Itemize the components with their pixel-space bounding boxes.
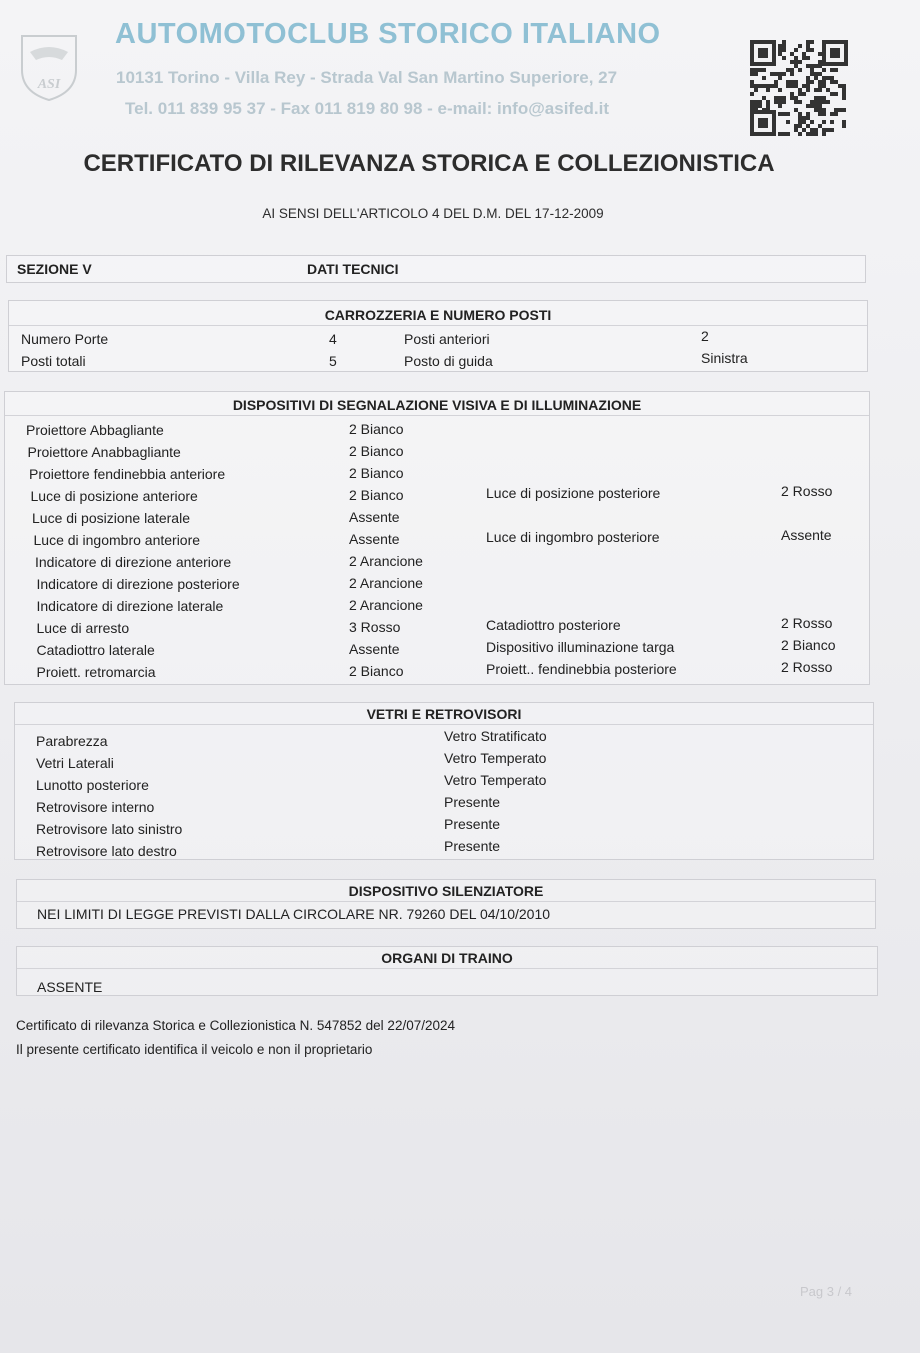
traino-text: ASSENTE (37, 979, 103, 995)
dispositivo-label: Proiettore Anabbagliante (27, 444, 181, 460)
dispositivo-value: 2 Bianco (781, 637, 836, 653)
carrozzeria-box (8, 300, 868, 372)
vetro-label: Retrovisore lato destro (36, 843, 177, 859)
vetri-heading: VETRI E RETROVISORI (366, 706, 522, 722)
dispositivo-label: Proiettore Abbagliante (26, 422, 164, 438)
dispositivo-label: Luce di posizione laterale (32, 510, 190, 526)
vetro-value: Vetro Temperato (444, 772, 547, 788)
vetro-value: Presente (444, 794, 501, 810)
dispositivo-label: Proiett. retromarcia (36, 664, 156, 680)
carrozzeria-label: Posti totali (21, 353, 86, 369)
page-number: Pag 3 / 4 (800, 1284, 853, 1299)
dispositivo-label: Luce di arresto (36, 620, 130, 636)
dispositivo-label: Luce di posizione posteriore (486, 485, 661, 501)
asi-logo (18, 30, 80, 102)
certificate-note: Il presente certificato identifica il veicolo e non il proprietario (16, 1042, 373, 1057)
dispositivi-heading: DISPOSITIVI DI SEGNALAZIONE VISIVA E DI ILLUMINAZIONE (232, 397, 642, 413)
carrozzeria-value: 4 (329, 331, 337, 347)
dispositivo-label: Dispositivo illuminazione targa (486, 639, 675, 655)
dispositivo-value: 2 Arancione (349, 575, 423, 591)
vetro-label: Parabrezza (36, 733, 108, 749)
dispositivo-label: Proiettore fendinebbia anteriore (29, 466, 226, 482)
carrozzeria-value: 2 (701, 328, 709, 344)
vetro-label: Lunotto posteriore (36, 777, 149, 793)
dispositivo-value: Assente (349, 509, 400, 525)
dispositivo-label: Indicatore di direzione anteriore (35, 554, 232, 570)
vetro-value: Presente (444, 816, 501, 832)
dispositivo-label: Proiett.. fendinebbia posteriore (486, 661, 677, 677)
dispositivo-label: Catadiottro laterale (36, 642, 155, 658)
vetro-value: Vetro Stratificato (444, 728, 547, 744)
traino-box (16, 946, 878, 996)
club-contacts: Tel. 011 839 95 37 - Fax 011 819 80 98 - e-mail: info@asifed.it (125, 99, 610, 118)
dispositivo-label: Indicatore di direzione laterale (36, 598, 224, 614)
dispositivo-value: 2 Bianco (349, 443, 404, 459)
dispositivo-value: Assente (349, 531, 400, 547)
vetro-value: Presente (444, 838, 501, 854)
dispositivo-value: Assente (349, 641, 400, 657)
section-label: SEZIONE V (17, 261, 92, 277)
section-header-box (6, 255, 866, 283)
carrozzeria-label: Posti anteriori (404, 331, 490, 347)
dispositivi-box (4, 391, 870, 685)
vetro-label: Retrovisore lato sinistro (36, 821, 183, 837)
vetro-label: Vetri Laterali (36, 755, 114, 771)
dispositivo-label: Catadiottro posteriore (486, 617, 621, 633)
section-name: DATI TECNICI (307, 261, 399, 277)
vetri-box (14, 702, 874, 860)
carrozzeria-label: Posto di guida (404, 353, 493, 369)
logo-text: ASI (37, 77, 61, 92)
dispositivo-value: 2 Bianco (349, 465, 404, 481)
dispositivo-label: Luce di ingombro anteriore (33, 532, 201, 548)
document-title: CERTIFICATO DI RILEVANZA STORICA E COLLEZIONISTICA (83, 150, 775, 177)
dispositivo-label: Luce di ingombro posteriore (486, 529, 660, 545)
dispositivo-value: 2 Rosso (781, 659, 833, 675)
certificate-number: Certificato di rilevanza Storica e Collezionistica N. 547852 del 22/07/2024 (16, 1018, 456, 1033)
silenziatore-heading: DISPOSITIVO SILENZIATORE (348, 883, 544, 899)
carrozzeria-value: 5 (329, 353, 337, 369)
carrozzeria-heading: CARROZZERIA E NUMERO POSTI (324, 307, 552, 323)
silenziatore-text: NEI LIMITI DI LEGGE PREVISTI DALLA CIRCOLARE NR. 79260 DEL 04/10/2010 (37, 906, 551, 922)
dispositivo-value: 2 Rosso (781, 615, 833, 631)
dispositivo-value: 3 Rosso (349, 619, 401, 635)
vetro-value: Vetro Temperato (444, 750, 547, 766)
dispositivo-value: 2 Bianco (349, 421, 404, 437)
qr-code (750, 40, 848, 136)
dispositivo-value: 2 Arancione (349, 597, 423, 613)
carrozzeria-value: Sinistra (701, 350, 748, 366)
dispositivo-label: Indicatore di direzione posteriore (36, 576, 240, 592)
club-name: AUTOMOTOCLUB STORICO ITALIANO (115, 18, 661, 50)
dispositivo-value: 2 Arancione (349, 553, 423, 569)
dispositivo-label: Luce di posizione anteriore (30, 488, 198, 504)
dispositivo-value: 2 Bianco (349, 663, 404, 679)
dispositivo-value: Assente (781, 527, 832, 543)
silenziatore-box (16, 879, 876, 929)
dispositivo-value: 2 Rosso (781, 483, 833, 499)
traino-heading: ORGANI DI TRAINO (381, 950, 513, 966)
dispositivo-value: 2 Bianco (349, 487, 404, 503)
vetro-label: Retrovisore interno (36, 799, 155, 815)
club-address: 10131 Torino - Villa Rey - Strada Val San Martino Superiore, 27 (116, 68, 618, 87)
carrozzeria-label: Numero Porte (21, 331, 109, 347)
document-subtitle: AI SENSI DELL'ARTICOLO 4 DEL D.M. DEL 17-12-2009 (262, 206, 604, 221)
